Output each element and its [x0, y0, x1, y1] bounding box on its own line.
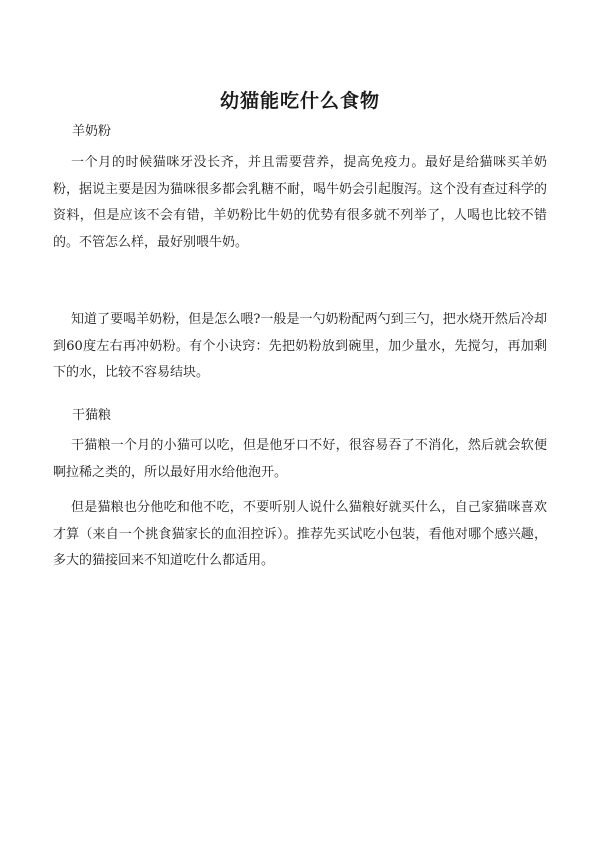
paragraph: 但是猫粮也分他吃和他不吃，不要听别人说什么猫粮好就买什么，自己家猫咪喜欢才算（来自一个挑食猫家长的血泪控诉）。推荐先买试吃小包装，看他对哪个感兴趣，多大的猫接回来不知道吃什么都适用。 — [53, 500, 547, 568]
section-heading-goat-milk: 羊奶粉 — [72, 124, 112, 139]
page-title: 幼猫能吃什么食物 — [219, 90, 380, 112]
section-heading-dry-food: 干猫粮 — [72, 408, 112, 423]
paragraph: 干猫粮一个月的小猫可以吃，但是他牙口不好，很容易吞了不消化，然后就会软便啊拉稀之类的，所以最好用水给他泡开。 — [53, 438, 547, 480]
paragraph: 一个月的时候猫咪牙没长齐，并且需要营养，提高免疫力。最好是给猫咪买羊奶粉，据说主要是因为猫咪很多都会乳糖不耐，喝牛奶会引起腹泻。这个没有查过科学的资料，但是应该不会有错，羊奶粉比牛奶的优势有很多就不列举了，人喝也比较不错的。不管怎么样，最好别喂牛奶。 — [53, 155, 548, 250]
paragraph: 知道了要喝羊奶粉，但是怎么喂?一般是一勺奶粉配两勺到三勺，把水烧开然后冷却到60度左右再冲奶粉。有个小诀窍：先把奶粉放到碗里，加少量水，先搅匀，再加剩下的水，比较不容易结块。 — [53, 312, 547, 380]
